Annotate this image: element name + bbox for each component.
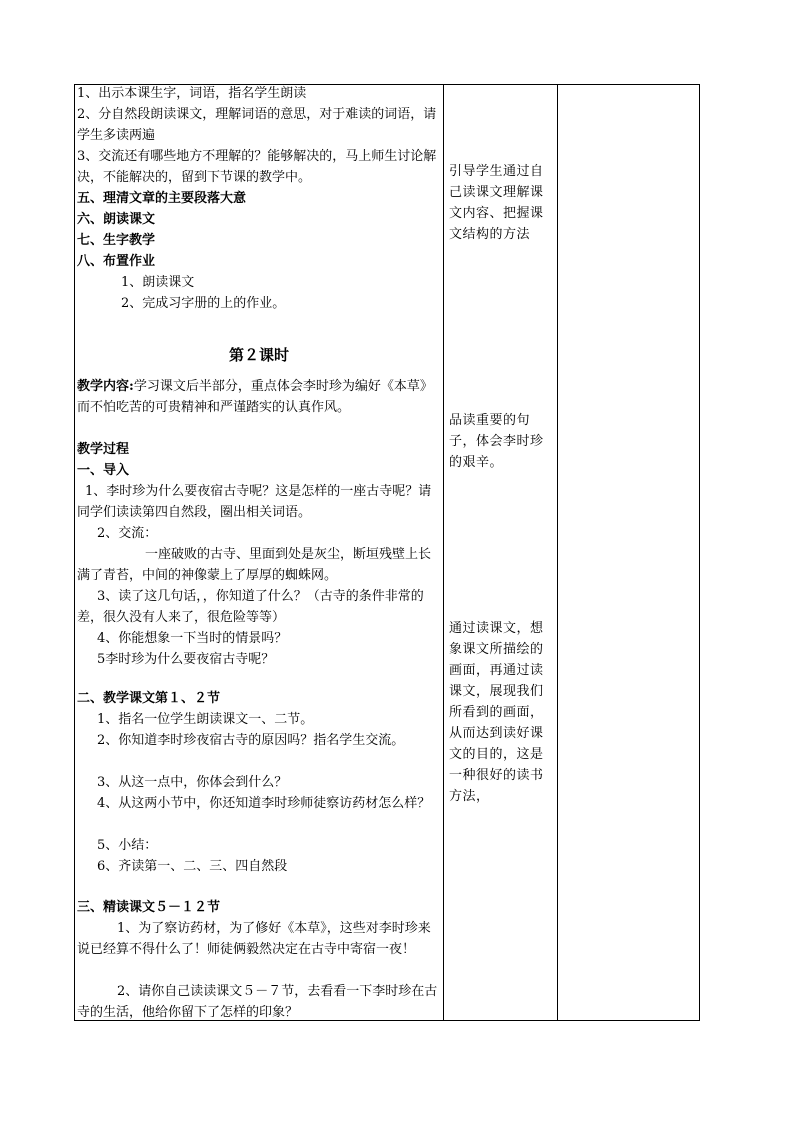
content-text: 学习课文后半部分，重点体会李时珍为编好《本草》而不怕吃苦的可贵精神和严谨踏实的认真作风。: [77, 379, 433, 415]
step-line: 1、为了察访药材，为了修好《本草》，这些对李时珍来说已经算不得什么了！师徒俩毅然决定在古寺中寄宿一夜！: [77, 921, 431, 957]
column-divider: [443, 85, 444, 1020]
step-line: 3、从这一点中，你体会到什么？: [97, 775, 288, 790]
section-heading: 三、精读课文５－１２节: [77, 900, 221, 915]
step-line: 5李时珍为什么要夜宿古寺呢？: [97, 652, 275, 667]
lesson-plan-table: [74, 84, 700, 1021]
teaching-content-column: [77, 85, 441, 1020]
homework-item: 2、完成习字册的上的作业。: [121, 296, 286, 311]
step-line: 2、请你自己读读课文５－７节，去看看一下李时珍在古寺的生活，他给你留下了怎样的印象？: [77, 984, 438, 1020]
section-heading: 六、朗读课文: [77, 212, 156, 227]
step-line: 1、出示本课生字，词语，指名学生朗读: [77, 86, 307, 101]
design-notes-column: [449, 85, 555, 1020]
step-line: 2、你知道李时珍夜宿古寺的原因吗？指名学生交流。: [97, 733, 405, 748]
column-divider: [557, 85, 558, 1020]
homework-item: 1、朗读课文: [121, 275, 195, 290]
section-heading: 二、教学课文第１、２节: [77, 691, 221, 706]
step-line: 5、小结：: [97, 838, 158, 853]
section-heading: 七、生字教学: [77, 233, 156, 248]
step-line: 2、分自然段朗读课文，理解词语的意思，对于难读的词语，请学生多读两遍: [77, 107, 437, 143]
content-label: 教学内容:: [77, 379, 134, 394]
design-note: 引导学生通过自己读课文理解课文内容、把握课文结构的方法: [449, 164, 544, 242]
empty-column: [559, 85, 699, 1020]
step-line: 2、交流：: [97, 526, 158, 541]
lesson-title: 第２课时: [228, 346, 289, 364]
design-note: 通过读课文，想象课文所描绘的画面，再通过读课文，展现我们所看到的画面，从而达到读好课文的目的，这是一种很好的读书方法，: [449, 621, 544, 804]
step-line: 3、读了这几句话，，你知道了什么？（古寺的条件非常的差，很久没有人来了，很危险等等）: [77, 589, 424, 625]
step-line: 6、齐读第一、二、三、四自然段: [97, 859, 288, 874]
design-note: 品读重要的句子，体会李时珍的艰辛。: [449, 413, 544, 470]
section-heading: 五、理清文章的主要段落大意: [77, 191, 247, 206]
step-line: 1、指名一位学生朗读课文一、二节。: [97, 712, 314, 727]
quote-text: 一座破败的古寺、里面到处是灰尘，断垣残壁上长满了青苔，中间的神像蒙上了厚厚的蜘蛛网。: [77, 547, 432, 583]
step-line: 4、你能想象一下当时的情景吗？: [97, 631, 288, 646]
step-line: 1、李时珍为什么要夜宿古寺呢？这是怎样的一座古寺呢？请同学们读读第四自然段，圈出相关词语。: [77, 484, 432, 520]
step-line: 3、交流还有哪些地方不理解的？能够解决的，马上师生讨论解决，不能解决的，留到下节课的教学中。: [77, 149, 437, 185]
step-line: 4、从这两小节中，你还知道李时珍师徒察访药材怎么样？: [97, 796, 431, 811]
section-heading: 教学过程: [77, 442, 130, 457]
teaching-content: [77, 376, 441, 418]
section-heading: 一、导入: [77, 463, 130, 478]
section-heading: 八、布置作业: [77, 254, 156, 269]
